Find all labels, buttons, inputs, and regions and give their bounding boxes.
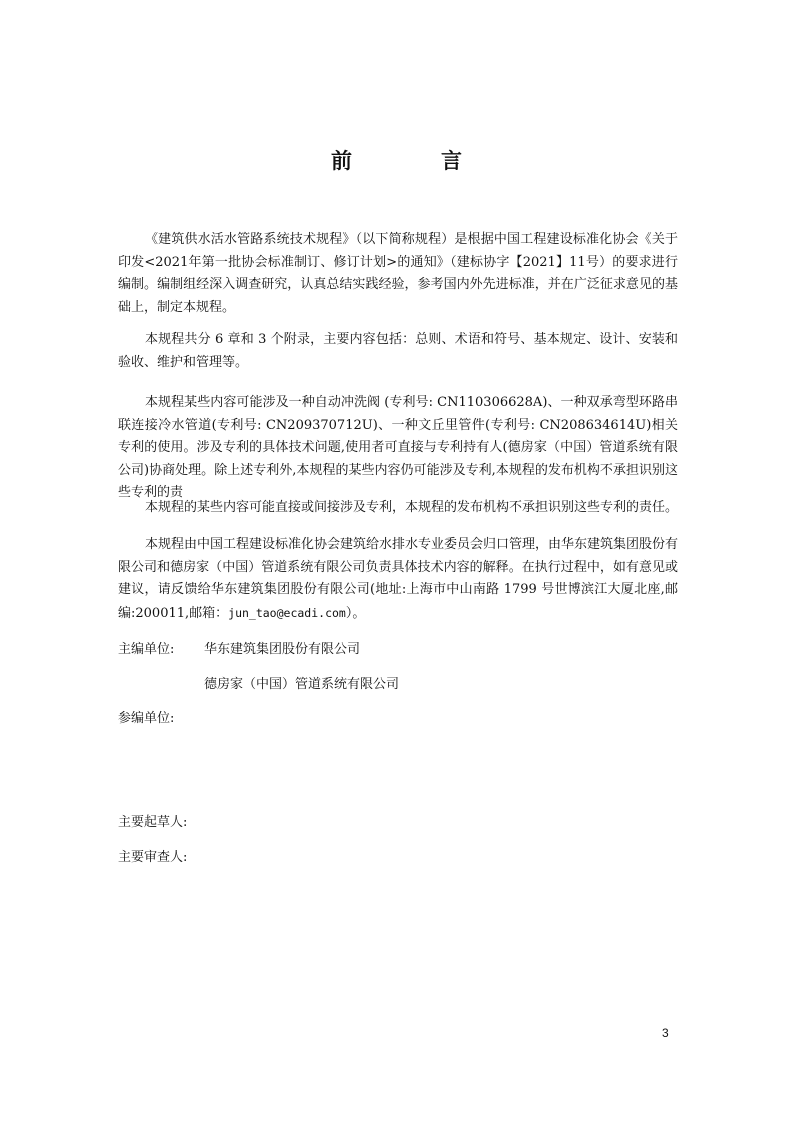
chief-editor-label: 主编单位: bbox=[118, 642, 175, 657]
preface-paragraph-patent-disclaimer: 本规程的某些内容可能直接或间接涉及专利，本规程的发布机构不承担识别这些专利的责任。 bbox=[145, 500, 679, 515]
preface-paragraph-origin: 《建筑供水活水管路系统技术规程》（以下简称规程）是根据中国工程建设标准化协会《关于印发<2021年第一批协会标准制订、修订计划>的通知》（建标协字【2021】11号）的要求进行编制。编制组经深入调查研究，认真总结实践经验，参考国内外先进标准，并在广泛征求意见的基础上，制定本规程。 bbox=[118, 232, 678, 315]
page-number: 3 bbox=[662, 1026, 669, 1040]
preface-paragraph-management bbox=[118, 534, 678, 625]
management-text-end: ）。 bbox=[345, 605, 366, 621]
management-text: 本规程由中国工程建设标准化协会建筑给水排水专业委员会归口管理，由华东建筑集团股份有限公司和德房家（中国）管道系统有限公司负责具体技术内容的解释。在执行过程中，如有意见或建议，请反馈给华东建筑集团股份有限公司(地址:上海市中山南路 1799 号世博滨江大厦北座,邮编:200011,邮箱： bbox=[118, 537, 679, 621]
chief-editor-unit-2: 德房家（中国）管道系统有限公司 bbox=[204, 677, 400, 692]
page-title: 前 言 bbox=[331, 149, 496, 173]
chief-editor-unit-1: 华东建筑集团股份有限公司 bbox=[204, 642, 361, 657]
main-reviewers-label: 主要审查人: bbox=[118, 850, 188, 865]
preface-paragraph-patents: 本规程某些内容可能涉及一种自动冲洗阀 (专利号: CN110306628A)、一种双承弯型环路串联连接冷水管道(专利号: CN209370712U)、一种文丘里管件(专利号: CN208634614U)相关专利的使用。涉及专利的具体技术问题,使用者可直接与专利持有人(德房家（中国）管道系统有限公司)协商处理。除上述专利外,本规程的某些内容仍可能涉及专利,本规程的发布机构不承担识别这些专利的责 bbox=[118, 395, 678, 500]
preface-paragraph-contents: 本规程共分 6 章和 3 个附录，主要内容包括：总则、术语和符号、基本规定、设计、安装和验收、维护和管理等。 bbox=[118, 332, 678, 370]
contact-email: jun_tao@ecadi.com bbox=[228, 605, 346, 620]
participating-unit-label: 参编单位: bbox=[118, 711, 175, 726]
main-drafters-label: 主要起草人: bbox=[118, 815, 188, 830]
